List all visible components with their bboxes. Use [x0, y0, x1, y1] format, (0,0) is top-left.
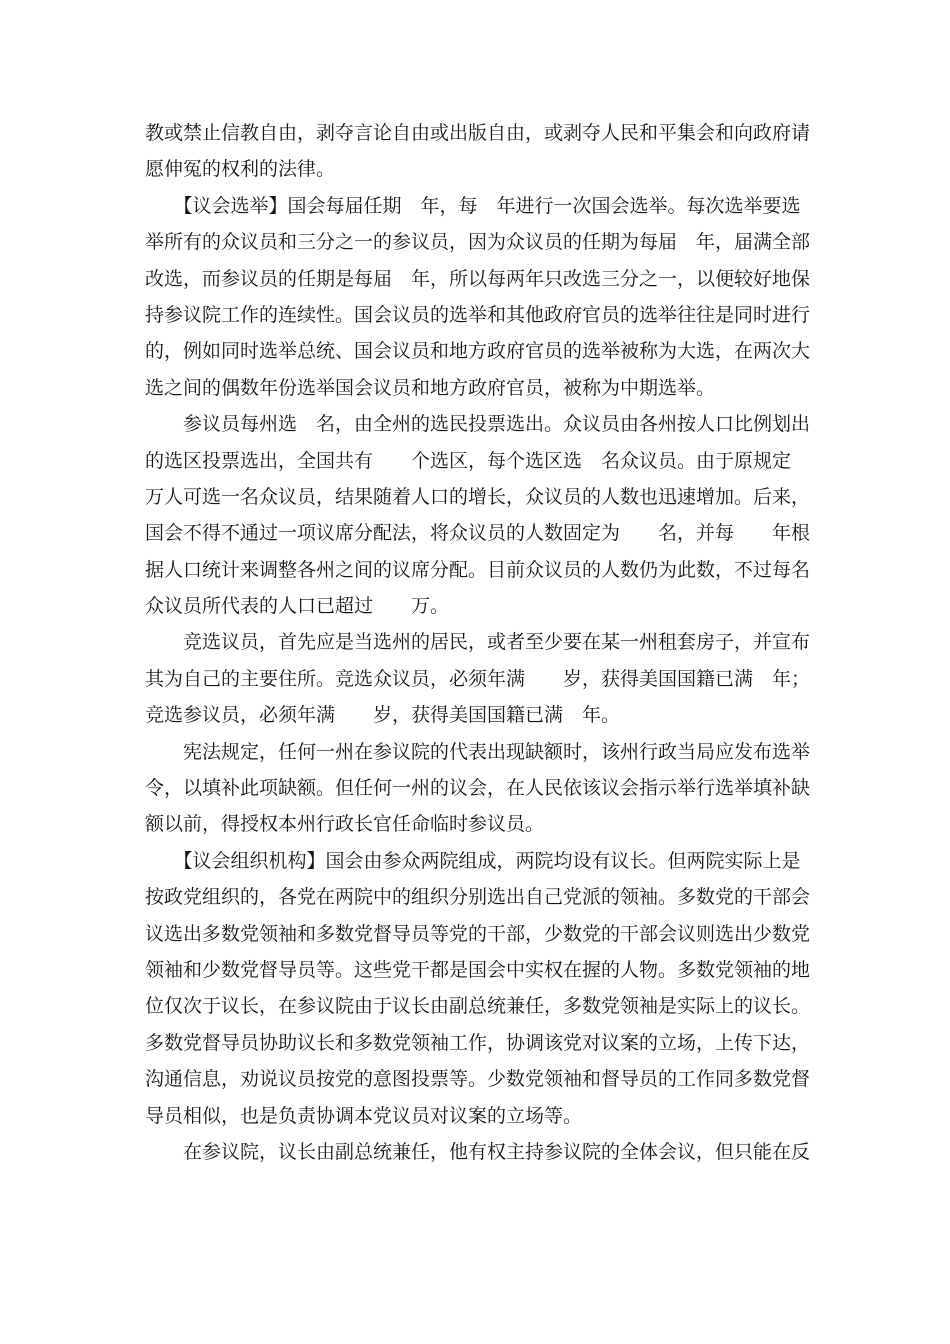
text-line: 的，例如同时选举总统、国会议员和地方政府官员的选举被称为大选，在两次大 — [145, 340, 811, 363]
text-line: 额以前，得授权本州行政长官任命临时参议员。 — [145, 813, 545, 836]
text-line: 持参议院工作的连续性。国会议员的选举和其他政府官员的选举往往是同时进行 — [145, 303, 811, 326]
text-line: 导员相似，也是负责协调本党议员对议案的立场等。 — [145, 1104, 583, 1127]
text-line: 改选，而参议员的任期是每届 年，所以每两年只改选三分之一，以便较好地保 — [145, 267, 811, 290]
text-line: 令，以填补此项缺额。但任何一州的议会，在人民依该议会指示举行选举填补缺 — [145, 777, 811, 800]
text-line: 多数党督导员协助议长和多数党领袖工作，协调该党对议案的立场，上传下达， — [145, 1031, 811, 1054]
text-line: 选之间的偶数年份选举国会议员和地方政府官员，被称为中期选举。 — [145, 376, 716, 399]
text-line: 按政党组织的，各党在两院中的组织分别选出自己党派的领袖。多数党的干部会 — [145, 886, 811, 909]
document-body — [145, 115, 810, 1170]
text-line: 国会不得不通过一项议席分配法，将众议员的人数固定为 名，并每 年根 — [145, 522, 811, 545]
text-line: 议选出多数党领袖和多数党督导员等党的干部，少数党的干部会议则选出少数党 — [145, 922, 811, 945]
text-line: 竞选议员，首先应是当选州的居民，或者至少要在某一州租套房子，并宣布 — [145, 631, 811, 654]
text-line: 【议会组织机构】国会由参众两院组成，两院均设有议长。但两院实际上是 — [145, 849, 801, 872]
text-line: 教或禁止信教自由，剥夺言论自由或出版自由，或剥夺人民和平集会和向政府请 — [145, 122, 811, 144]
text-line: 沟通信息，劝说议员按党的意图投票等。少数党领袖和督导员的工作同多数党督 — [145, 1068, 811, 1091]
text-line: 举所有的众议员和三分之一的参议员，因为众议员的任期为每届 年，届满全部 — [145, 231, 811, 254]
text-line: 【议会选举】国会每届任期 年，每 年进行一次国会选举。每次选举要选 — [145, 194, 801, 217]
text-line: 众议员所代表的人口已超过 万。 — [145, 595, 450, 618]
text-line: 领袖和少数党督导员等。这些党干都是国会中实权在握的人物。多数党领袖的地 — [145, 958, 811, 981]
text-line: 愿伸冤的权利的法律。 — [145, 158, 336, 181]
text-line: 据人口统计来调整各州之间的议席分配。目前众议员的人数仍为此数，不过每名 — [145, 558, 811, 581]
text-line: 位仅次于议长，在参议院由于议长由副总统兼任，多数党领袖是实际上的议长。 — [145, 995, 811, 1018]
text-line: 竞选参议员，必须年满 岁，获得美国国籍已满 年。 — [145, 704, 621, 727]
text-line: 万人可选一名众议员，结果随着人口的增长，众议员的人数也迅速增加。后来， — [145, 485, 811, 508]
text-line: 参议员每州选 名，由全州的选民投票选出。众议员由各州按人口比例划出 — [145, 413, 811, 436]
text-line: 宪法规定，任何一州在参议院的代表出现缺额时，该州行政当局应发布选举 — [145, 740, 811, 763]
text-line: 的选区投票选出，全国共有 个选区，每个选区选 名众议员。由于原规定 — [145, 449, 792, 472]
text-line: 在参议院，议长由副总统兼任，他有权主持参议院的全体会议，但只能在反 — [145, 1140, 811, 1163]
text-line: 其为自己的主要住所。竞选众议员，必须年满 岁，获得美国国籍已满 年； — [145, 667, 811, 690]
